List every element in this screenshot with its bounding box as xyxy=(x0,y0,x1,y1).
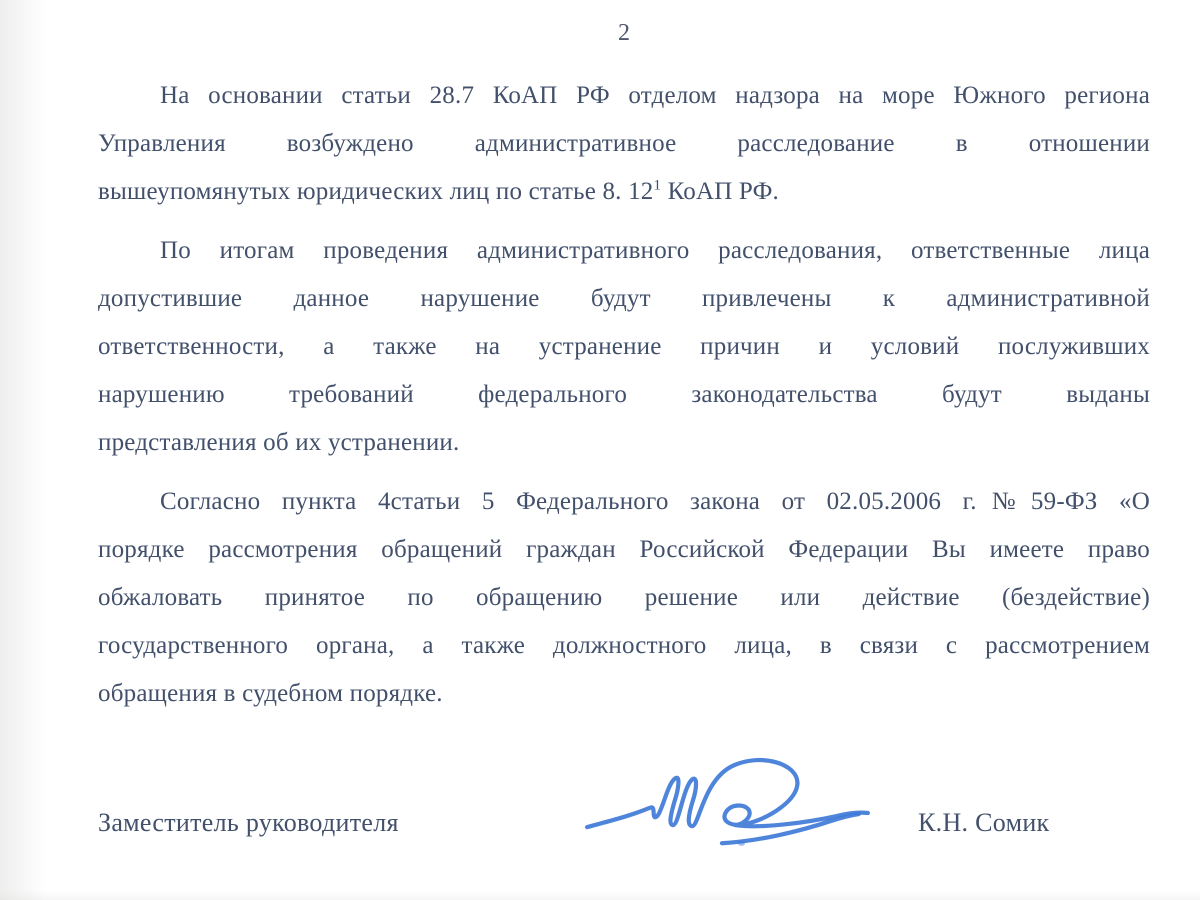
text-line: представления об их устранении. xyxy=(98,429,460,456)
text-line: На основании статьи 28.7 КоАП РФ отделом надзора на море Южного региона xyxy=(160,82,1150,109)
text-line: обращения в судебном порядке. xyxy=(98,680,443,707)
text-line: порядке рассмотрения обращений граждан Российской Федерации Вы имеете право xyxy=(98,536,1150,563)
text-line: По итогам проведения административного расследования, ответственные лица xyxy=(160,237,1150,264)
text-line: нарушению требований федерального законодательства будут выданы xyxy=(98,381,1150,408)
signer-name: К.Н. Сомик xyxy=(918,808,1050,837)
text-segment: вышеупомянутых юридических лиц по статье 8. 12 xyxy=(98,178,654,205)
document-body xyxy=(98,72,1150,718)
text-line: Согласно пункта 4статьи 5 Федерального закона от 02.05.2006 г.№59-ФЗ «О xyxy=(160,488,1150,515)
text-segment: КоАП РФ. xyxy=(661,178,780,205)
scan-edge-bottom xyxy=(0,890,1200,900)
text-line: ответственности, а также на устранение причин и условий послуживших xyxy=(98,333,1150,360)
text-line xyxy=(98,168,1150,216)
text-line: обжаловать принятое по обращению решение или действие (бездействие) xyxy=(98,584,1150,611)
text-line: допустившие данное нарушение будут привлечены к административной xyxy=(98,285,1150,312)
paragraph-3 xyxy=(98,478,1150,718)
scan-edge-left xyxy=(0,0,46,900)
ink-speck xyxy=(738,841,745,846)
text-line: государственного органа, а также должностного лица, в связи с рассмотрением xyxy=(98,632,1150,659)
paragraph-1 xyxy=(98,72,1150,216)
paragraph-2 xyxy=(98,227,1150,467)
handwritten-signature-icon xyxy=(575,750,887,872)
page-number: 2 xyxy=(618,20,630,46)
signer-title: Заместитель руководителя xyxy=(98,808,399,837)
text-line: Управления возбуждено административное расследование в отношении xyxy=(98,130,1150,157)
superscript-note: 1 xyxy=(653,177,662,194)
